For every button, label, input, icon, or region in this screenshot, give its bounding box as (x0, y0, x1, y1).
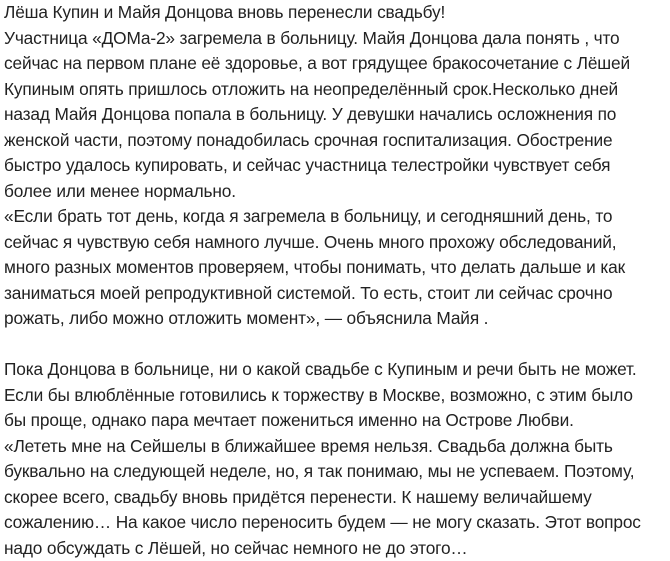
text-line: Если бы влюблённые готовились к торжеству в Москве, возможно, с этим было (4, 383, 668, 409)
text-line: буквально на следующей неделе, но, я так понимаю, мы не успеваем. Поэтому, (4, 459, 668, 485)
paragraph-spacer (4, 332, 668, 358)
text-line: более или менее нормально. (4, 179, 668, 205)
text-line: сейчас на первом плане её здоровье, а вот грядущее бракосочетание с Лёшей (4, 51, 668, 77)
text-line: быстро удалось купировать, и сейчас участница телестройки чувствует себя (4, 153, 668, 179)
text-line: Пока Донцова в больнице, ни о какой свадьбе с Купиным и речи быть не может. (4, 357, 668, 383)
text-line: надо обсуждать с Лёшей, но сейчас немного не до этого… (4, 536, 668, 561)
text-line: назад Майя Донцова попала в больницу. У девушки начались осложнения по (4, 102, 668, 128)
intro-paragraph (4, 26, 668, 205)
text-line: Купиным опять пришлось отложить на неопределённый срок.Несколько дней (4, 77, 668, 103)
first-quote (4, 204, 668, 332)
text-line: сейчас я чувствую себя намного лучше. Очень много прохожу обследований, (4, 230, 668, 256)
second-paragraph (4, 357, 668, 434)
text-line: «Лететь мне на Сейшелы в ближайшее время нельзя. Свадьба должна быть (4, 434, 668, 460)
text-line: Участница «ДОМа-2» загремела в больницу. Майя Донцова дала понять , что (4, 26, 668, 52)
article-title: Лёша Купин и Майя Донцова вновь перенесли свадьбу! (4, 0, 668, 26)
text-line: женской части, поэтому понадобилась срочная госпитализация. Обострение (4, 128, 668, 154)
text-line: заниматься моей репродуктивной системой. То есть, стоит ли сейчас срочно (4, 281, 668, 307)
text-line: рожать, либо можно отложить момент», — объяснила Майя . (4, 306, 668, 332)
text-line: бы проще, однако пара мечтает пожениться именно на Острове Любви. (4, 408, 668, 434)
text-line: много разных моментов проверяем, чтобы понимать, что делать дальше и как (4, 255, 668, 281)
second-quote (4, 434, 668, 561)
article-body (4, 0, 668, 561)
text-line: «Если брать тот день, когда я загремела в больницу, и сегодняшний день, то (4, 204, 668, 230)
text-line: сожалению… На какое число переносить будем — не могу сказать. Этот вопрос (4, 510, 668, 536)
text-line: скорее всего, свадьбу вновь придётся перенести. К нашему величайшему (4, 485, 668, 511)
